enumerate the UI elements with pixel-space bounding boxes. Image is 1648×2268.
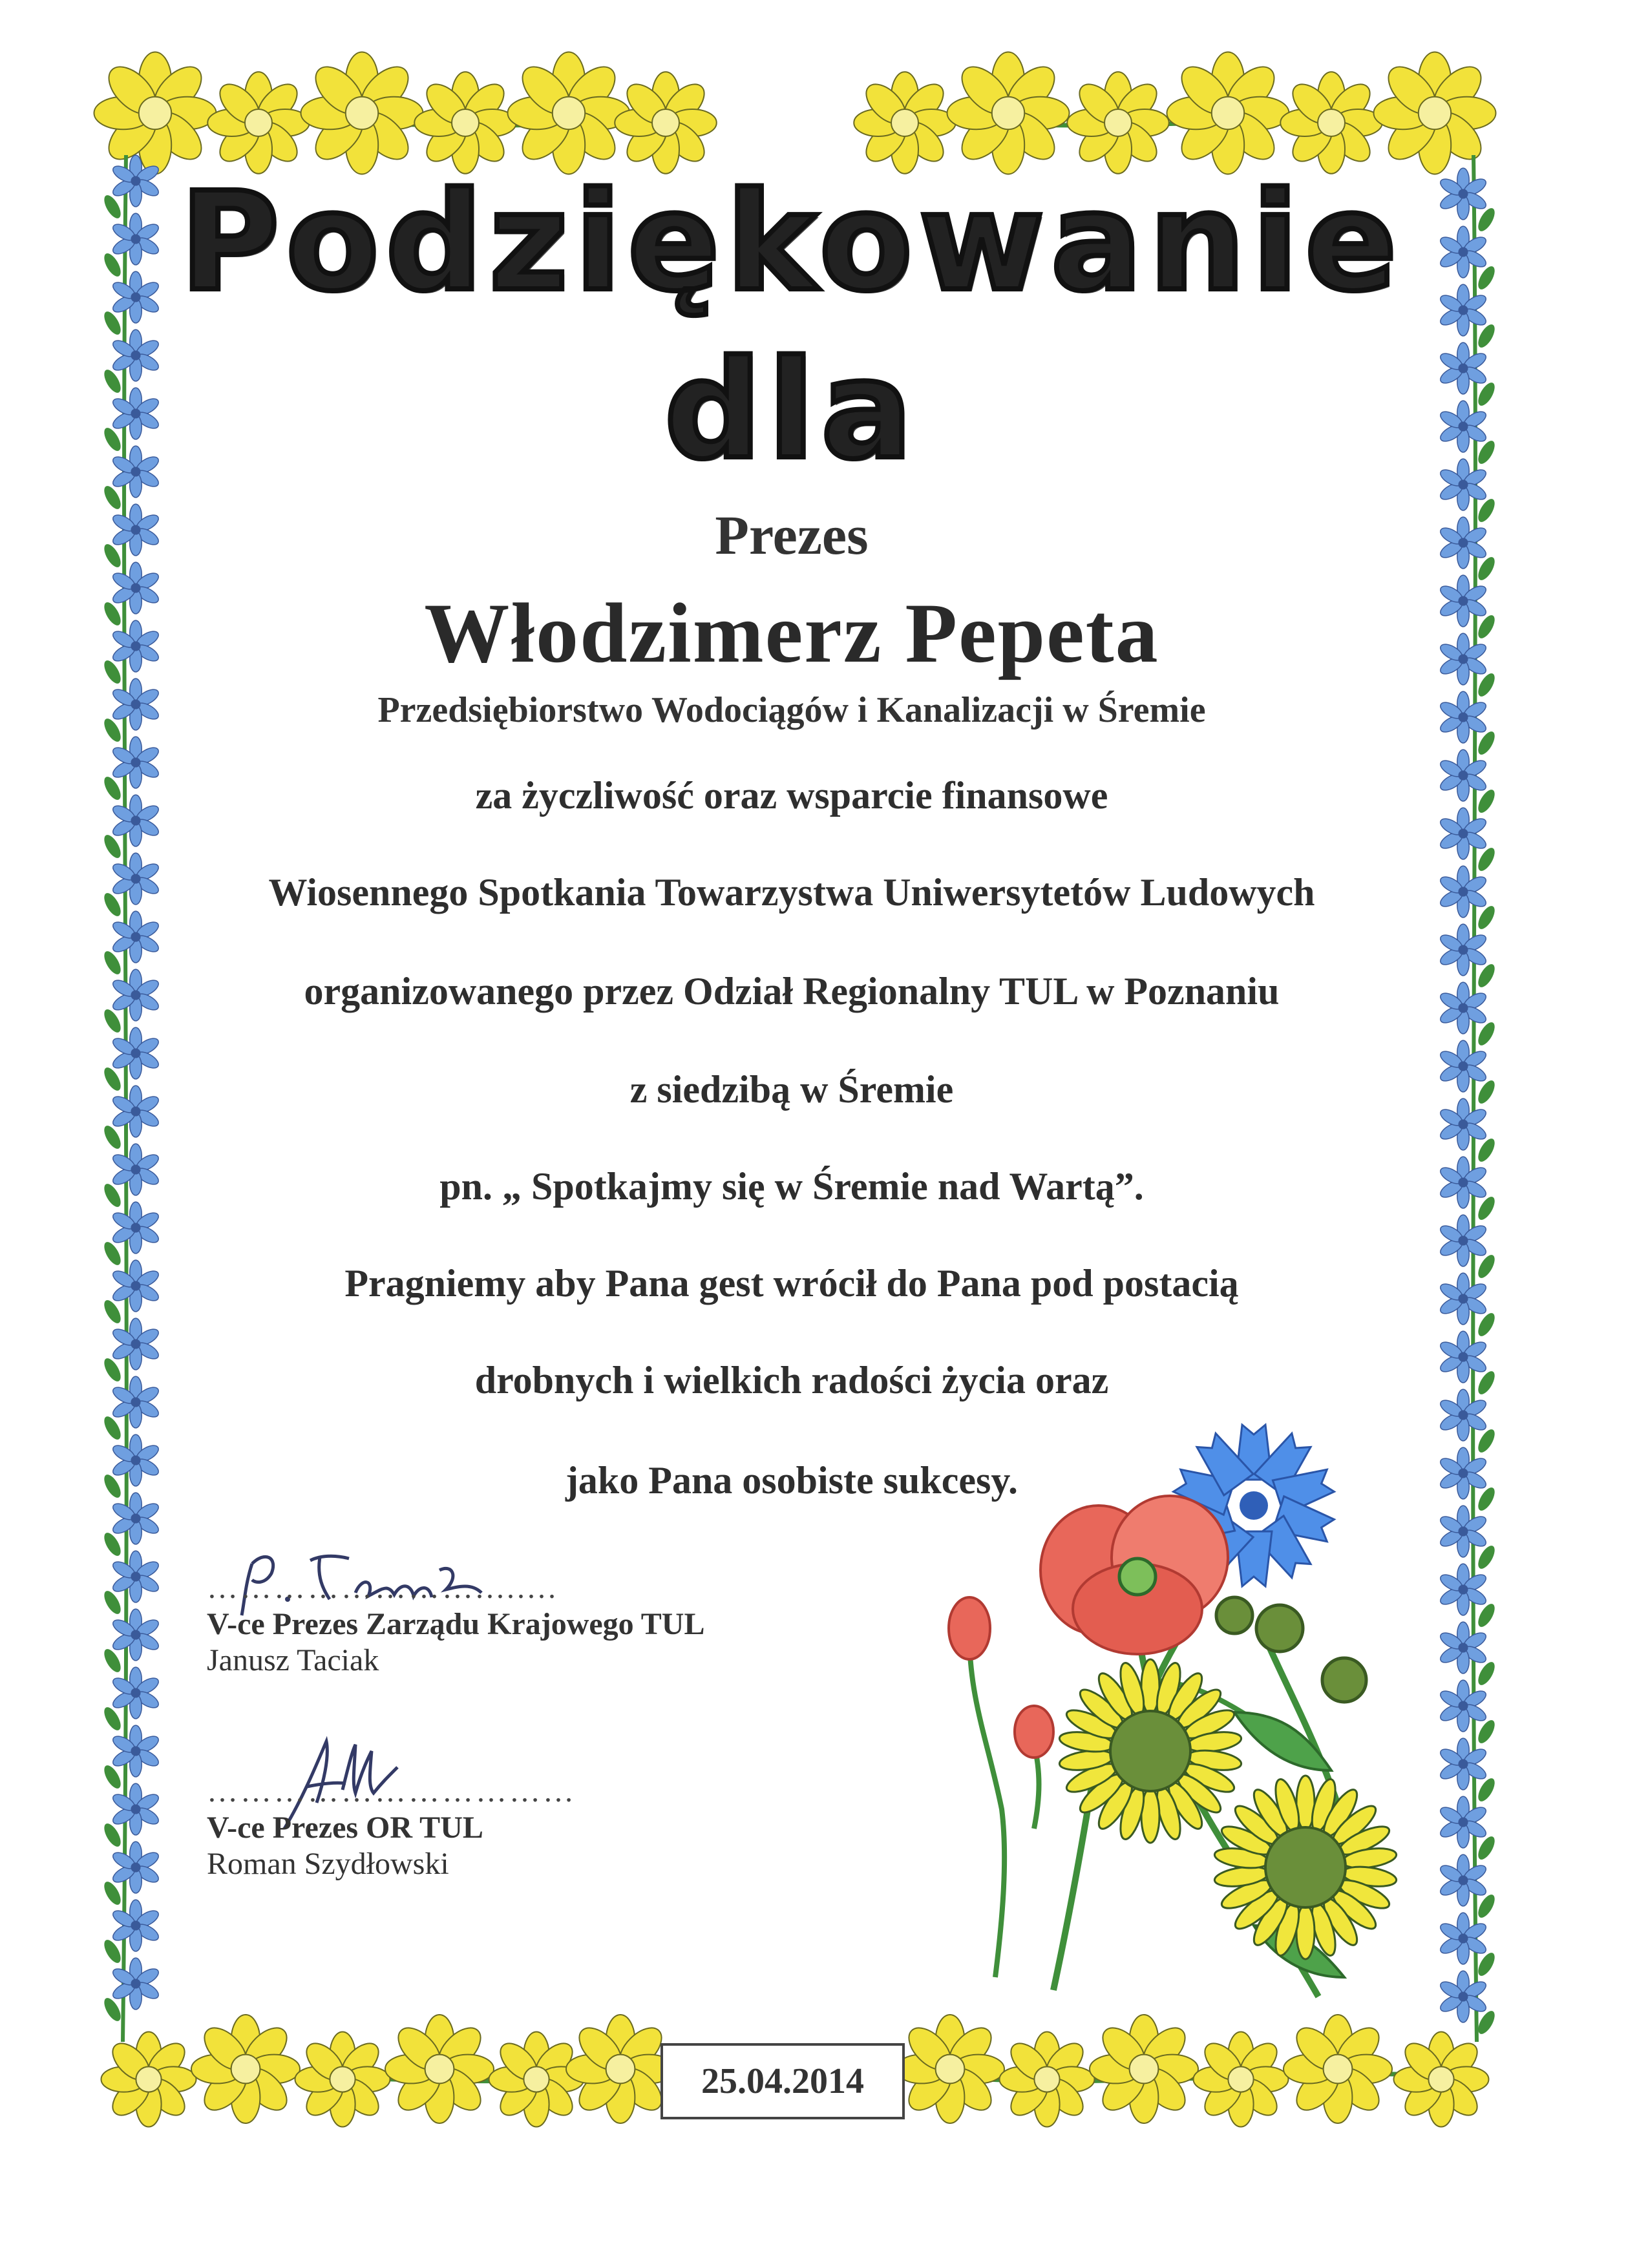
- yellow-flower-icon: [1090, 2015, 1198, 2123]
- yellow-flower-icon: [615, 72, 717, 174]
- blue-flower-icon: [111, 911, 161, 963]
- yellow-flower-icon: [1194, 2032, 1289, 2127]
- yellow-flower-icon: [94, 52, 217, 174]
- yellow-flower-icon: [508, 52, 630, 174]
- blue-flower-icon: [111, 1842, 161, 1893]
- recipient-organization: Przedsiębiorstwo Wodociągów i Kanalizacji w Śremie: [377, 690, 1206, 730]
- blue-flower-icon: [1438, 1215, 1488, 1266]
- date-box: 25.04.2014: [660, 2043, 905, 2119]
- recipient-name: Włodzimerz Pepeta: [424, 585, 1159, 680]
- signature-line: ……………………........: [207, 1571, 558, 1605]
- body-line: za życzliwość oraz wsparcie finansowe: [475, 774, 1108, 817]
- yellow-flower-icon: [947, 52, 1070, 174]
- yellow-flower-icon: [1167, 52, 1289, 174]
- blue-flower-icon: [111, 1725, 161, 1777]
- title-line-2: dla: [664, 331, 919, 489]
- blue-flower-icon: [111, 1900, 161, 1951]
- blue-flower-icon: [111, 1958, 161, 2010]
- signatory-name: Roman Szydłowski: [207, 1847, 449, 1881]
- yellow-flower-icon: [1067, 72, 1169, 174]
- yellow-flower-icon: [1284, 2015, 1392, 2123]
- yellow-flower-icon: [566, 2015, 675, 2123]
- yellow-flower-icon: [101, 2032, 196, 2127]
- body-line: z siedzibą w Śremie: [629, 1068, 954, 1111]
- signature-block-1: [207, 1570, 704, 1679]
- signatory-role: V-ce Prezes OR TUL: [207, 1811, 483, 1845]
- blue-flower-icon: [111, 1202, 161, 1254]
- yellow-flower-icon: [489, 2032, 584, 2127]
- body-line: pn. „ Spotkajmy się w Śremie nad Wartą”.: [439, 1165, 1144, 1208]
- yellow-flower-icon: [385, 2015, 494, 2123]
- flower-bouquet-image: [931, 1409, 1480, 2003]
- yellow-flower-icon: [295, 2032, 390, 2127]
- blue-flower-icon: [111, 1551, 161, 1602]
- body-line: jako Pana osobiste sukcesy.: [565, 1459, 1019, 1502]
- signatory-name: Janusz Taciak: [207, 1643, 379, 1677]
- yellow-flower-icon: [191, 2015, 300, 2123]
- yellow-flower-icon: [854, 72, 956, 174]
- signatory-role: V-ce Prezes Zarządu Krajowego TUL: [207, 1607, 705, 1641]
- yellow-flower-icon: [1394, 2032, 1489, 2127]
- yellow-flower-icon: [1374, 52, 1496, 174]
- yellow-flower-icon: [414, 72, 516, 174]
- body-line: Pragniemy aby Pana gest wrócił do Pana pod postacią: [344, 1262, 1239, 1305]
- body-line: drobnych i wielkich radości życia oraz: [474, 1359, 1109, 1402]
- yellow-flower-icon: [1000, 2032, 1095, 2127]
- recipient-role: Prezes: [715, 504, 869, 566]
- signature-block-2: [207, 1774, 576, 1882]
- blue-flower-icon: [111, 1667, 161, 1719]
- blue-flower-icon: [111, 1609, 161, 1661]
- blue-flower-icon: [111, 1783, 161, 1835]
- body-line: Wiosennego Spotkania Towarzystwa Uniwersytetów Ludowych: [268, 871, 1315, 914]
- title-line-1: Podziękowanie: [180, 163, 1404, 321]
- yellow-flower-icon: [301, 52, 423, 174]
- yellow-flower-icon: [896, 2015, 1004, 2123]
- yellow-flower-icon: [207, 72, 310, 174]
- signature-line: ……………………………: [207, 1774, 576, 1809]
- body-line: organizowanego przez Odział Regionalny TUL w Poznaniu: [304, 970, 1280, 1013]
- yellow-flower-icon: [1280, 72, 1382, 174]
